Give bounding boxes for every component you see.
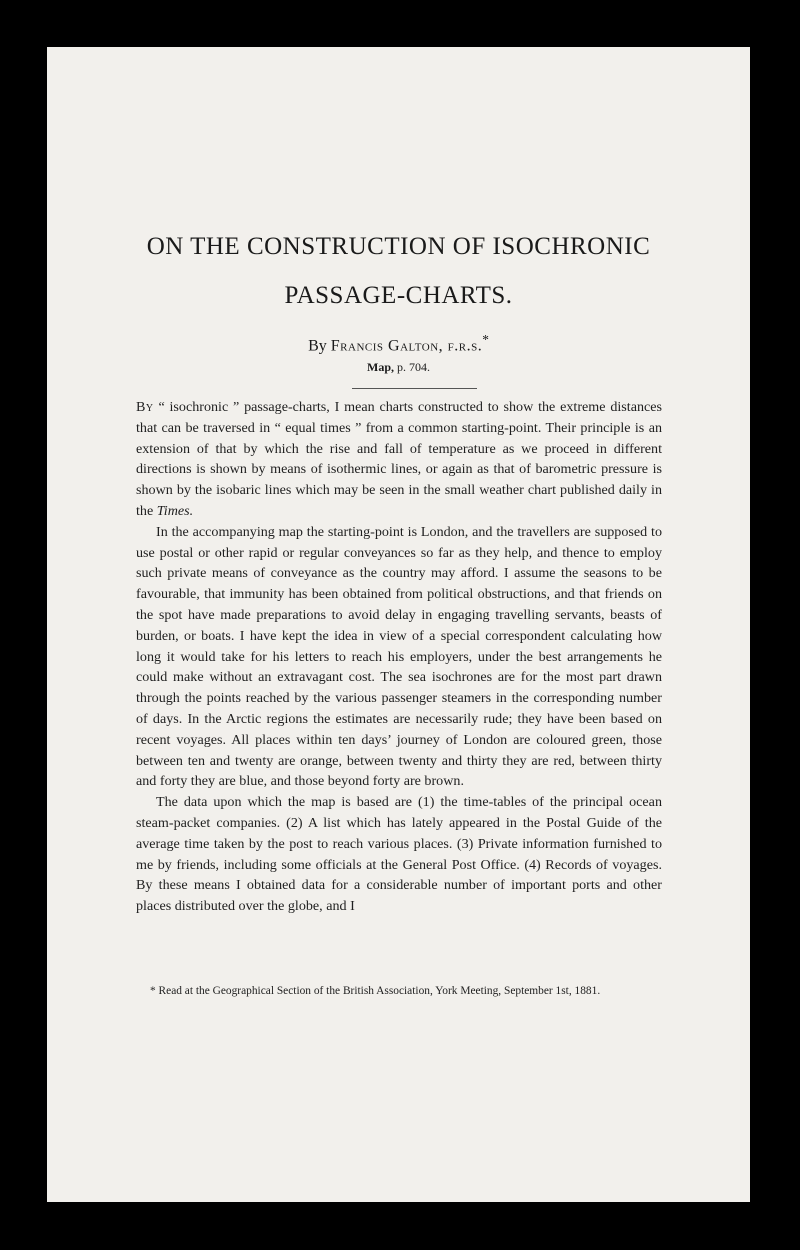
paragraph-3: The data upon which the map is based are (1) the time-tables of the principal ocean steam-packet companies. (2) A list which has lately appeared in the Postal Guide of the average time taken by the post to reach various places. (3) Private information furnished to me by friends, including some officials at the General Post Office. (4) Records of voyages. By these means I obtained data for a considerable number of important ports and other places distributed over the globe, and I — [136, 794, 662, 915]
title-divider — [352, 388, 477, 389]
footnote-text: * Read at the Geographical Section of the British Association, York Meeting, September 1st, 1881. — [150, 985, 601, 997]
author-name: Francis Galton, f.r.s. — [330, 337, 483, 355]
map-page: p. 704. — [394, 360, 430, 374]
byline — [47, 332, 750, 355]
footnote — [136, 983, 662, 999]
paragraph-1-lead: By — [136, 399, 154, 415]
title-line-2: PASSAGE-CHARTS. — [284, 282, 513, 309]
paragraph-2: In the accompanying map the starting-point is London, and the travellers are supposed to use postal or other rapid or regular conveyances so far as they help, and thence to employ such private means of conveyance as the country may afford. I assume the seasons to be favourable, that immunity has been obtained from political obstructions, and that friends on the spot have made preparations to avoid delay in engaging travelling servants, beasts of burden, or boats. I have kept the idea in view of a special correspondent calculating how long it would take for his letters to reach his employers, under the best arrangements he could make without an extravagant cost. The sea isochrones are for the most part drawn through the points reached by the various passenger steamers in the corresponding number of days. In the Arctic regions the estimates are necessarily rude; they have been based on recent voyages. All places within ten days’ journey of London are coloured green, those between ten and twenty are orange, between twenty and thirty they are red, between thirty and forty they are blue, and those beyond forty are brown. — [136, 523, 662, 790]
paragraph-1-text: “ isochronic ” passage-charts, I mean charts constructed to show the extreme distances that can be traversed in “ equal times ” from a common starting-point. Their principle is an extension of that by which the rise and fall of temperature as we proceed in different directions is shown by means of isothermic lines, or again as that of barometric pressure is shown by the isobaric lines which may be seen in the small weather chart published daily in the — [136, 399, 662, 519]
byline-prefix: By — [308, 337, 331, 355]
title-line-1: ON THE CONSTRUCTION OF ISOCHRONIC — [146, 233, 651, 260]
paragraph-1 — [136, 397, 662, 522]
body-text — [136, 397, 662, 917]
document-page — [47, 47, 750, 1202]
times-reference: Times. — [156, 502, 194, 519]
footnote-marker: * — [482, 332, 489, 347]
map-reference — [47, 360, 750, 375]
map-label: Map, — [367, 360, 394, 374]
